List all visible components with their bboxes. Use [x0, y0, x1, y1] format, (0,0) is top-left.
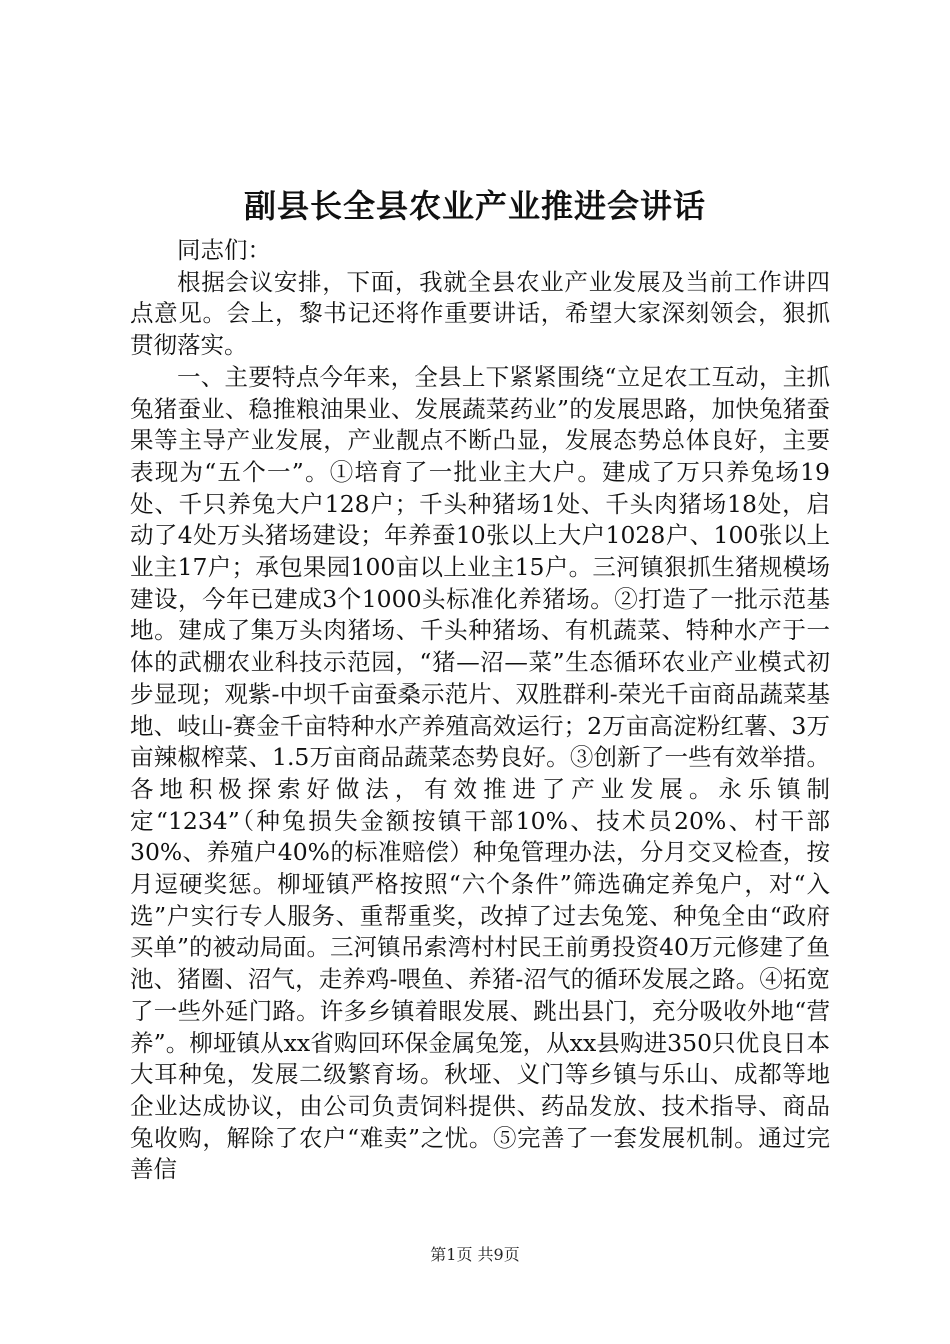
salutation-paragraph: 同志们： — [177, 236, 271, 264]
intro-paragraph: 根据会议安排，下面，我就全县农业产业发展及当前工作讲四点意见。会上，黎书记还将作重要讲话，希望大家深刻领会，狠抓贯彻落实。 — [130, 267, 830, 360]
document-title: 副县长全县农业产业推进会讲话 — [243, 187, 706, 225]
page-number: 第1页 共9页 — [430, 1245, 520, 1264]
document-body — [130, 235, 830, 1186]
section-one-paragraph: 一、主要特点今年来，全县上下紧紧围绕“立足农工互动，主抓兔猪蚕业、稳推粮油果业、发展蔬菜药业”的发展思路，加快兔猪蚕果等主导产业发展，产业靓点不断凸显，发展态势总体良好，主要表现为“五个一”。①培育了一批业主大户。建成了万只养兔场19处、千只养兔大户128户；千头种猪场1处、千头肉猪场18处，启动了4处万头猪场建设；年养蚕10张以上大户1028户、100张以上业主17户；承包果园100亩以上业主15户。三河镇狠抓生猪规模场建设，今年已建成3个1000头标准化养猪场。②打造了一批示范基地。建成了集万头肉猪场、千头种猪场、有机蔬菜、特种水产于一体的武棚农业科技示范园，“猪—沼—菜”生态循环农业产业模式初步显现；观紫-中坝千亩蚕桑示范片、双胜群利-荣光千亩商品蔬菜基地、岐山-赛金千亩特种水产养殖高效运行；2万亩高淀粉红薯、3万亩辣椒榨菜、1.5万亩商品蔬菜态势良好。③创新了一些有效举措。各地积极探索好做法，有效推进了产业发展。永乐镇制定“1234”（种兔损失金额按镇干部10%、技术员20%、村干部30%、养殖户40%的标准赔偿）种兔管理办法，分月交叉检查，按月逗硬奖惩。柳垭镇严格按照“六个条件”筛选确定养兔户，对“入选”户实行专人服务、重帮重奖，改掉了过去兔笼、种兔全由“政府买单”的被动局面。三河镇吊索湾村村民王前勇投资40万元修建了鱼池、猪圈、沼气，走养鸡-喂鱼、养猪-沼气的循环发展之路。④拓宽了一些外延门路。许多乡镇着眼发展、跳出县门，充分吸收外地“营养”。柳垭镇从xx省购回环保金属兔笼，从xx县购进350只优良日本大耳种兔，发展二级繁育场。秋垭、义门等乡镇与乐山、成都等地企业达成协议，由公司负责饲料提供、药品发放、技术指导、商品兔收购，解除了农户“难卖”之忧。⑤完善了一套发展机制。通过完善信 — [130, 362, 830, 1184]
